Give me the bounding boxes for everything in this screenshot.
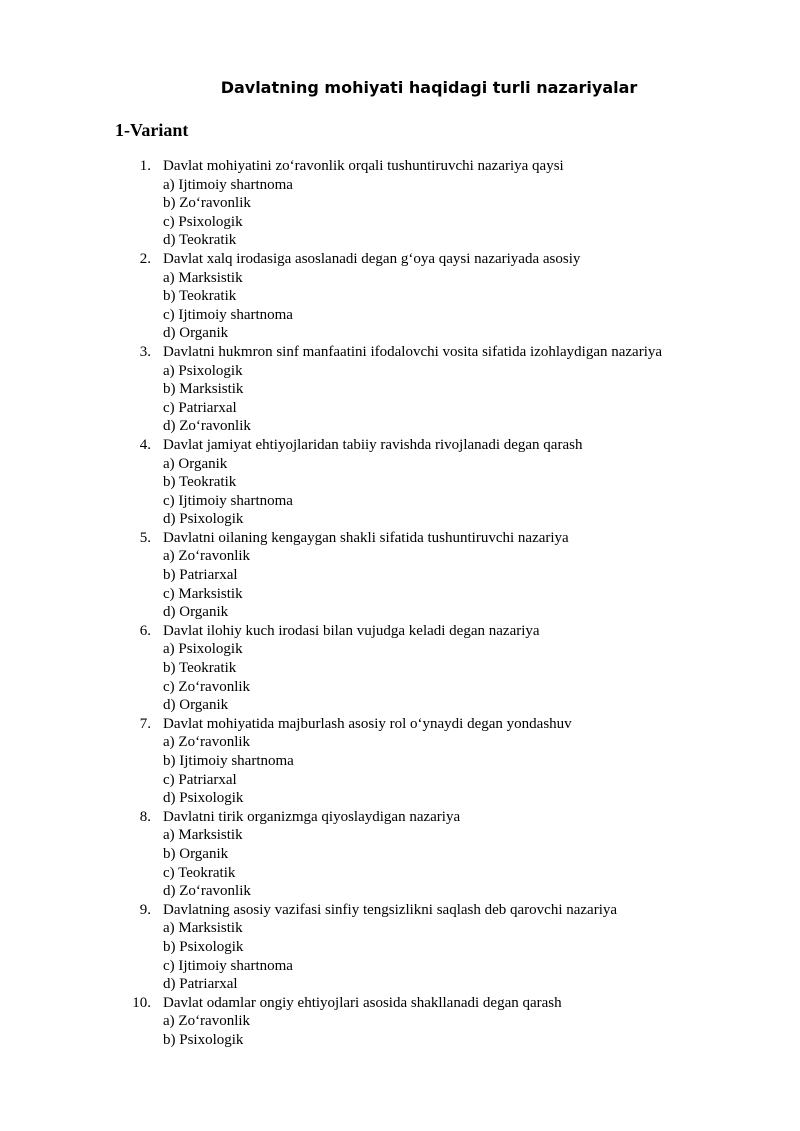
question-number: 10. [132,994,151,1011]
question-number: 1. [139,158,151,174]
answer-option: b) Ijtimoiy shartnoma [163,753,294,769]
question-item [0,622,800,715]
answer-option: a) Marksistik [163,920,243,937]
question-row [0,994,800,1013]
question-row [0,808,800,827]
answer-option: b) Teokratik [163,288,237,305]
answer-option: b) Zo‘ravonlik [163,195,251,212]
question-row [0,715,800,734]
question-text: Davlatni tirik organizmga qiyoslaydigan nazariya [163,808,461,825]
answer-option: d) Patriarxal [163,976,238,993]
answer-option: a) Marksistik [163,269,243,286]
question-number: 3. [139,343,151,360]
question-text: Davlat jamiyat ehtiyojlaridan tabiiy ravishda rivojlanadi degan qarash [163,436,583,453]
question-text: Davlat odamlar ongiy ehtiyojlari asosida shakllanadi degan qarash [163,994,562,1011]
answer-option: a) Marksistik [163,827,243,844]
question-item [0,715,800,808]
answer-option: d) Zo‘ravonlik [163,883,251,900]
answer-option: a) Zo‘ravonlik [163,548,251,565]
answer-option: d) Psixologik [163,511,244,528]
question-item [0,994,800,1050]
answer-option: c) Zo‘ravonlik [163,678,251,695]
question-text: Davlatni oilaning kengaygan shakli sifatida tushuntiruvchi nazariya [163,529,569,546]
answer-option: a) Zo‘ravonlik [163,1013,251,1030]
answer-option: c) Teokratik [163,864,236,881]
answer-option: c) Patriarxal [163,771,237,788]
question-text: Davlat xalq irodasiga asoslanadi degan g‘oya qaysi nazariyada asosiy [163,250,581,267]
answer-option: c) Ijtimoiy shartnoma [163,957,293,974]
answer-option: b) Psixologik [163,1031,244,1048]
answer-option: d) Psixologik [163,790,244,807]
answer-option: c) Ijtimoiy shartnoma [163,492,293,509]
answer-option: a) Psixologik [163,641,243,658]
answer-option: a) Zo‘ravonlik [163,734,251,751]
question-number: 9. [139,901,151,918]
question-number: 8. [139,808,151,825]
question-row [0,250,800,269]
question-item [0,808,800,901]
question-number: 4. [139,436,151,453]
question-row [0,622,800,641]
question-row [0,529,800,548]
answer-option: c) Marksistik [163,585,243,602]
answer-option: b) Marksistik [163,381,244,398]
question-number: 6. [139,622,151,639]
answer-option: c) Psixologik [163,213,243,230]
question-text: Davlat ilohiy kuch irodasi bilan vujudga keladi degan nazariya [163,622,540,639]
answer-option: b) Psixologik [163,938,244,955]
question-number: 2. [139,250,151,267]
question-item [0,901,800,994]
answer-option: a) Ijtimoiy shartnoma [163,176,293,193]
answer-option: d) Teokratik [163,232,237,249]
question-item [0,157,800,250]
question-text: Davlatni hukmron sinf manfaatini ifodalovchi vosita sifatida izohlaydigan nazariya [163,343,663,360]
answer-option: b) Organik [163,845,229,862]
question-item [0,436,800,529]
question-item [0,250,800,343]
document-title: Davlatning mohiyati haqidagi turli nazariyalar [220,78,638,97]
question-number: 7. [139,715,151,732]
question-row [0,436,800,455]
question-row [0,157,800,176]
question-text: Davlatning asosiy vazifasi sinfiy tengsizlikni saqlash deb qarovchi nazariya [163,901,618,918]
answer-option: b) Teokratik [163,660,237,677]
variant-heading: 1-Variant [115,120,189,140]
question-text: Davlat mohiyatini zo‘ravonlik orqali tushuntiruvchi nazariya qaysi [163,158,564,174]
question-list [0,157,800,1050]
answer-option: c) Patriarxal [163,399,237,416]
answer-option: a) Psixologik [163,362,243,379]
answer-option: d) Organik [163,325,229,342]
answer-option: b) Patriarxal [163,567,238,584]
question-item [0,529,800,622]
question-row [0,343,800,362]
answer-option: b) Teokratik [163,474,237,491]
answer-option: d) Organik [163,604,229,621]
answer-option: d) Organik [163,697,229,714]
question-row [0,901,800,920]
answer-option: d) Zo‘ravonlik [163,418,251,435]
question-item [0,343,800,436]
answer-option: a) Organik [163,455,228,472]
question-number: 5. [139,529,151,546]
question-text: Davlat mohiyatida majburlash asosiy rol o‘ynaydi degan yondashuv [163,715,572,732]
answer-option: c) Ijtimoiy shartnoma [163,306,293,323]
